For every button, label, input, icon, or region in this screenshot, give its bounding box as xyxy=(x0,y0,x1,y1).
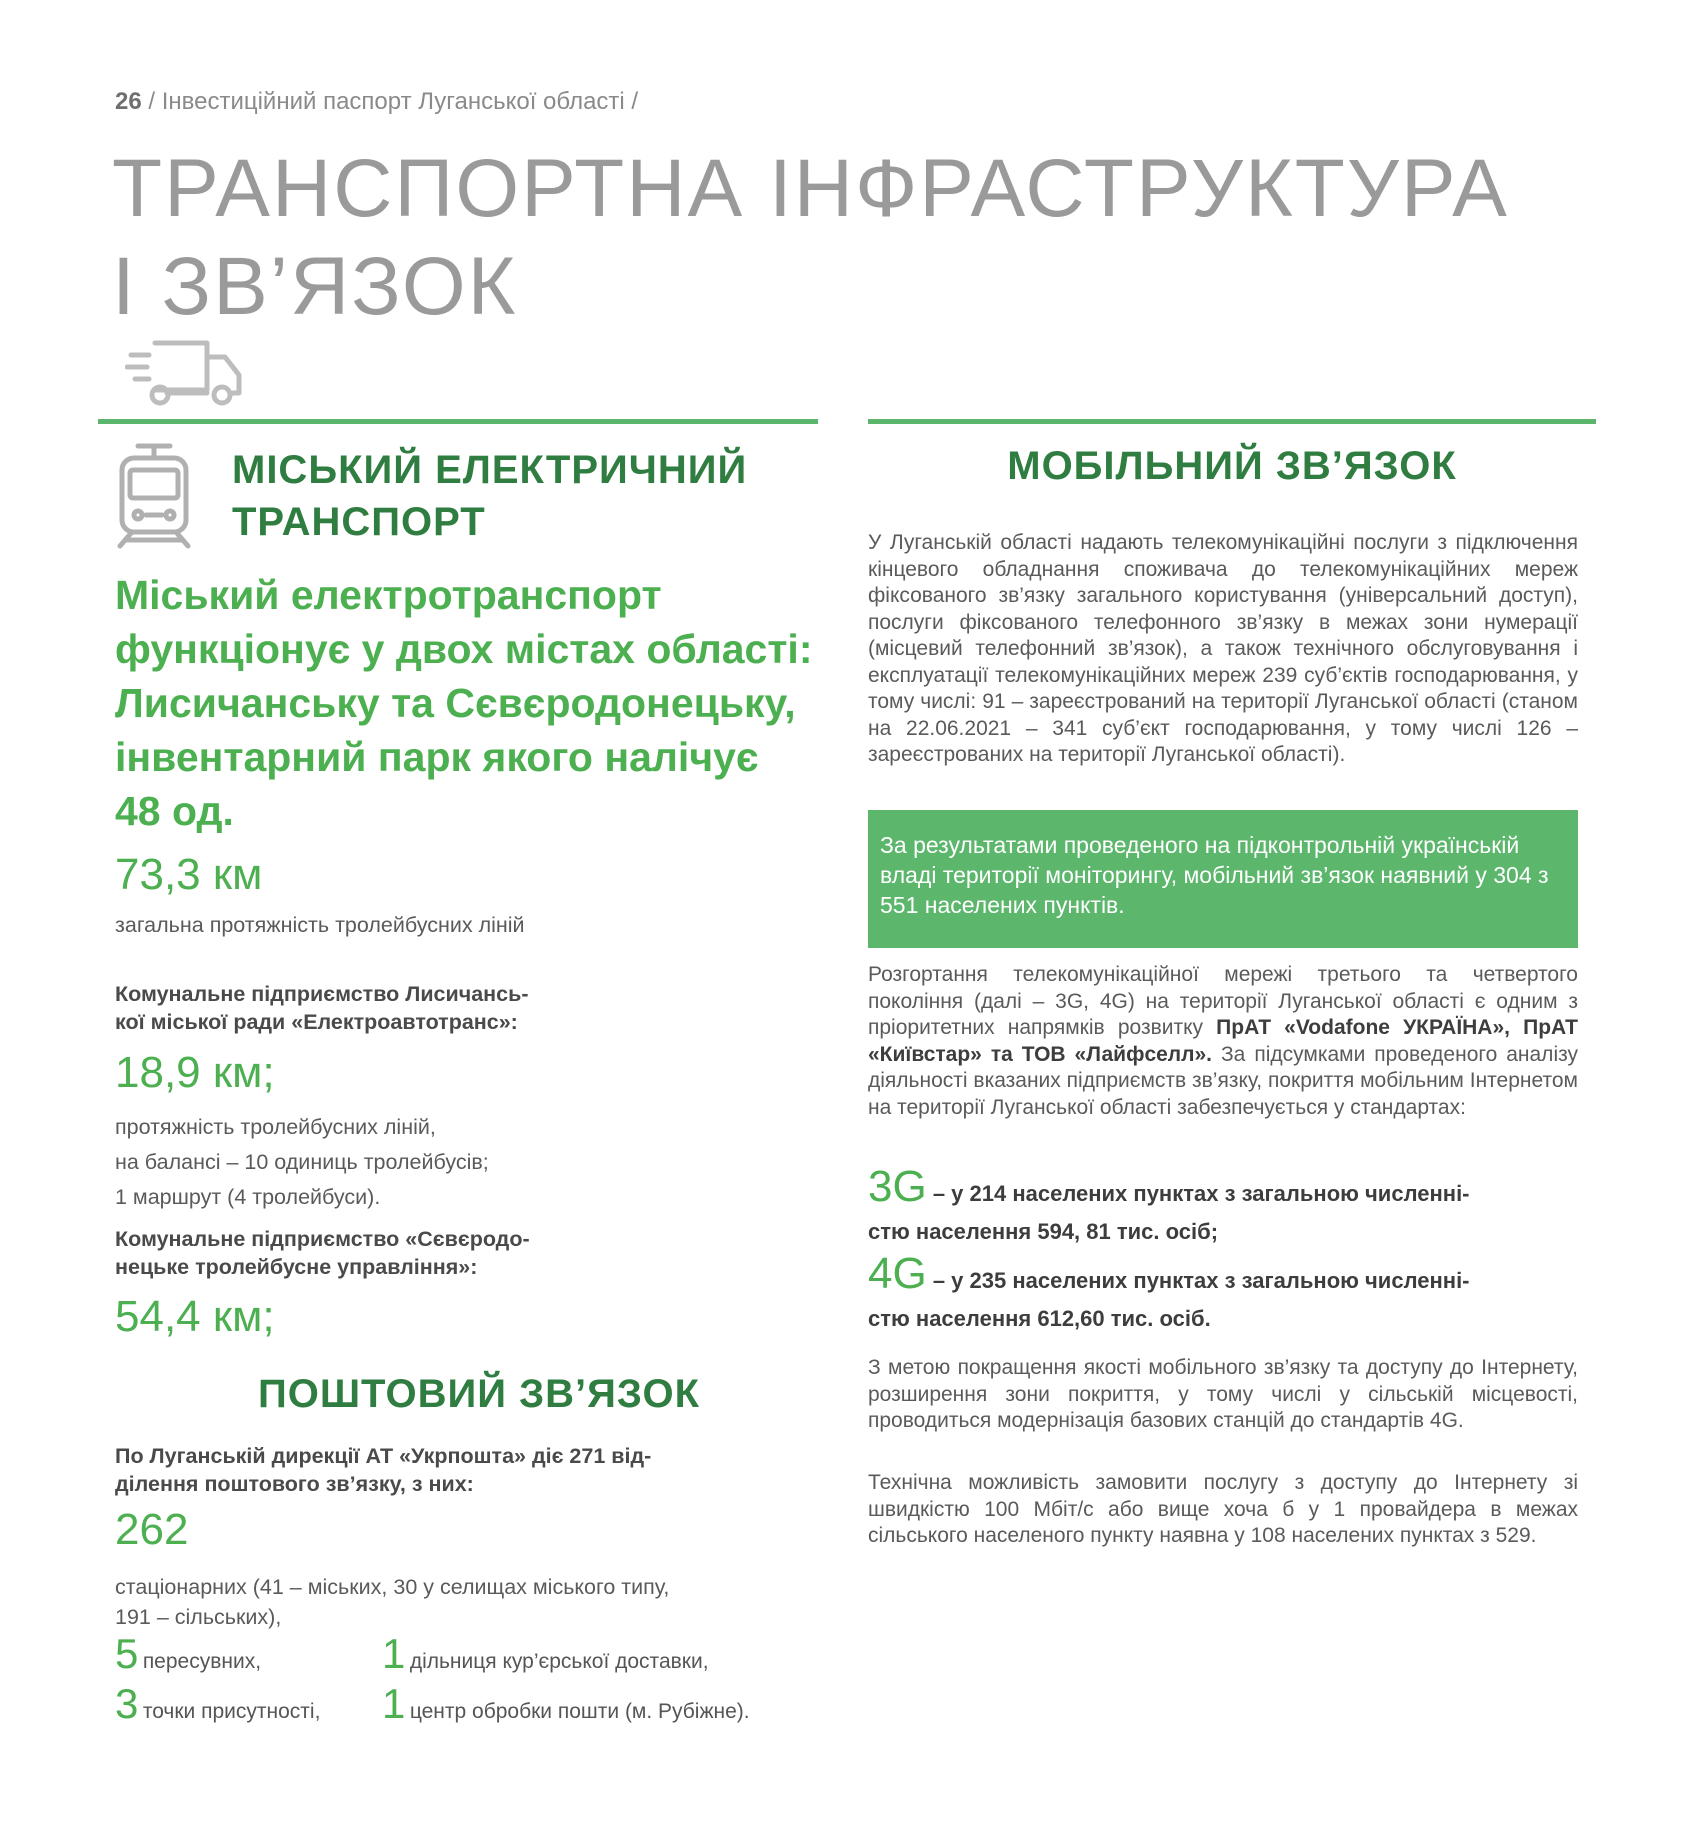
mobile-highlight-box: За результатами проведеного на підконтрольній українській владі території моніторингу, мобільний зв’язок наявний у 304 з 551 населених пунктів. xyxy=(868,810,1578,948)
mobile-paragraph-3: З метою покращення якості мобільного зв’язку та доступу до Інтернету, розширення зони покриття, у тому числі у сільській місцевості, проводиться модернізація базових станцій до стандартів 4G. xyxy=(868,1356,1578,1432)
total-km: 73,3 км xyxy=(115,850,263,899)
postal-details: стаціонарних (41 – міських, 30 у селищах міського типу, 191 – сільських), xyxy=(115,1575,670,1629)
postal-intro: По Луганській дирекції АТ «Укрпошта» діє 271 від- ділення поштового зв’язку, з них: xyxy=(115,1444,652,1496)
org2-km: 54,4 км; xyxy=(115,1292,275,1341)
lead-text: Міський електротранспорт функціонує у двох містах області: Лисичанську та Сєвєродонецьку, інвентарний парк якого налічує 48 од. xyxy=(115,572,813,834)
total-caption: загальна протяжність тролейбусних ліній xyxy=(115,913,525,937)
postal-count-center: 1 центр обробки пошти (м. Рубіжне). xyxy=(382,1680,750,1727)
mobile-paragraph-1: У Луганській області надають телекомунікаційні послуги з підключення кінцевого обладнання споживача до телекомунікаційних мереж фіксованого зв’язку загального користування (універсальний доступ), послуги фіксованого телефонного зв’язку в межах зони нумерації (місцевий телефонний зв’язок), а також технічного обслуговування і експлуатації телекомунікаційних мереж 239 суб’єктів господарювання, у тому числі: 91 – зареєстрований на території Луганської області (станом на 22.06.2021 – 341 суб’єкт господарювання, у тому числі 126 – зареєстрованих на території Луганської області). xyxy=(868,531,1578,766)
postal-count-courier: 1 дільниця кур’єрської доставки, xyxy=(382,1630,709,1677)
title-line-1: ТРАНСПОРТНА ІНФРАСТРУКТУРА xyxy=(112,143,1509,234)
breadcrumb: / Інвестиційний паспорт Луганської області / xyxy=(141,88,639,115)
postal-title: ПОШТОВИЙ ЗВ’ЯЗОК xyxy=(258,1372,700,1416)
page-title xyxy=(112,140,1509,336)
org2-name: Комунальне підприємство «Сєвєродо- нецьке тролейбусне управління»: xyxy=(115,1227,530,1279)
coverage-3g: 3G – у 214 населених пунктах з загальною численні- стю населення 594, 81 тис. осіб; xyxy=(868,1162,1470,1244)
org1-km: 18,9 км; xyxy=(115,1048,275,1097)
mobile-paragraph-4: Технічна можливість замовити послугу з доступу до Інтернету зі швидкістю 100 Мбіт/с або вище хоча б у 1 провайдера в межах сільського населеного пункту наявна у 108 населених пунктах з 529. xyxy=(868,1471,1578,1547)
org1-name: Комунальне підприємство Лисичансь- кої міської ради «Електроавтотранс»: xyxy=(115,982,529,1034)
postal-count-presence: 3 точки присутності, xyxy=(115,1680,321,1727)
left-divider xyxy=(98,419,818,424)
postal-count-mobile: 5 пересувних, xyxy=(115,1630,262,1677)
org1-details: протяжність тролейбусних ліній, на балансі – 10 одиниць тролейбусів; 1 маршрут (4 тролейбуси). xyxy=(115,1115,489,1209)
3g-label: 3G xyxy=(868,1162,927,1211)
right-divider xyxy=(868,419,1596,424)
mobile-paragraph-2: Розгортання телекомунікаційної мережі третього та четвертого покоління (далі – 3G, 4G) на території Луганської області є одним з пріоритетних напрямків розвитку ПрАТ «Vodafone УКРАЇНА», ПрАТ «Київстар» та ТОВ «Лайфселл». За підсумками проведеного аналізу діяльності вказаних підприємств зв’язку, покриття мобільним Інтернетом на території Луганської області забезпечується у стандартах: xyxy=(868,963,1578,1119)
coverage-4g: 4G – у 235 населених пунктах з загальною численні- стю населення 612,60 тис. осіб. xyxy=(868,1249,1470,1331)
mobile-title: МОБІЛЬНИЙ ЗВ’ЯЗОК xyxy=(1007,444,1457,488)
postal-stationary-count: 262 xyxy=(115,1505,189,1554)
4g-label: 4G xyxy=(868,1249,927,1298)
tram-icon xyxy=(112,440,196,552)
page-number: 26 xyxy=(115,88,142,115)
delivery-truck-icon xyxy=(125,335,245,415)
urban-transport-title: МІСЬКИЙ ЕЛЕКТРИЧНИЙ ТРАНСПОРТ xyxy=(232,448,748,544)
page-header xyxy=(115,88,638,116)
title-line-2: І ЗВ’ЯЗОК xyxy=(112,241,518,332)
